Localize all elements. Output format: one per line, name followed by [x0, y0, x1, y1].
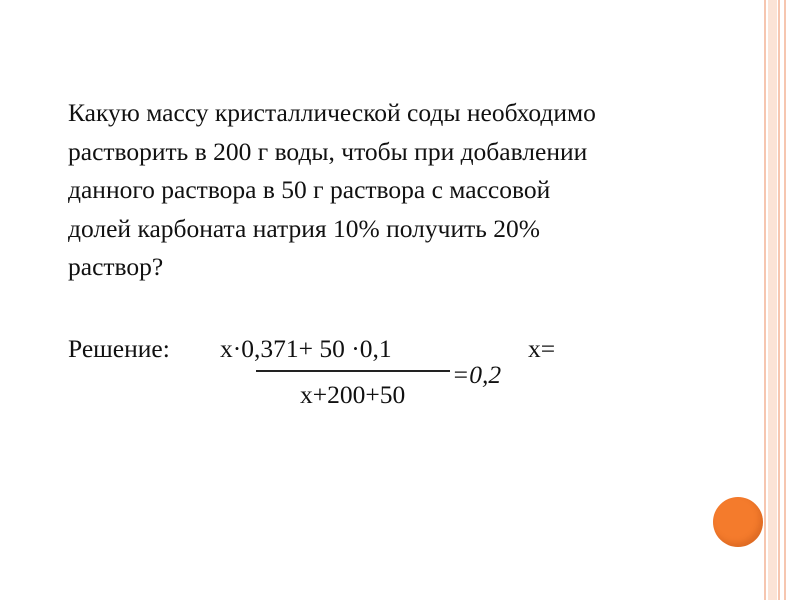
fraction-bar: [256, 370, 450, 372]
problem-line: Какую массу кристаллической соды необходимо: [68, 98, 596, 127]
problem-line: раствор?: [68, 252, 164, 281]
problem-text: [68, 94, 728, 287]
decorative-stripe: [768, 0, 777, 600]
solution-label: Решение:: [68, 334, 170, 363]
x-equals: х=: [528, 334, 556, 363]
problem-line: растворить в 200 г воды, чтобы при добавлении: [68, 136, 588, 166]
fraction-denominator: х+200+50: [300, 380, 406, 409]
equation-result: =0,2: [452, 360, 502, 389]
orange-circle-decoration: [713, 497, 763, 547]
fraction-numerator: х·0,371+ 50 ·0,1: [220, 334, 392, 363]
decorative-stripe: [784, 0, 786, 600]
decorative-stripe: [764, 0, 766, 600]
problem-line: долей карбоната натрия 10% получить 20%: [68, 213, 540, 243]
problem-line: данного раствора в 50 г раствора с массовой: [68, 175, 551, 204]
decorative-stripe: [778, 0, 780, 600]
